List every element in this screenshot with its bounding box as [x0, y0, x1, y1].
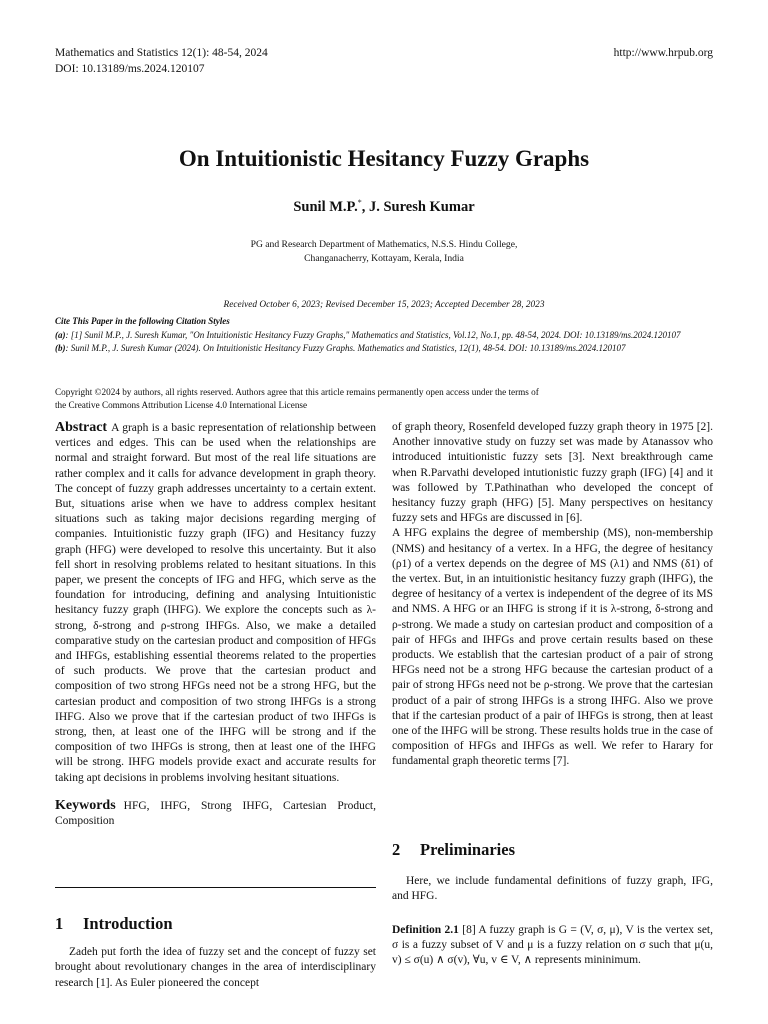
section-title: Introduction [83, 914, 173, 933]
keywords-text: HFG, IHFG, Strong IHFG, Cartesian Product, Composition [55, 799, 376, 828]
affiliation-line-1: PG and Research Department of Mathematics, N.S.S. Hindu College, [250, 239, 518, 250]
affiliation-line-2: Changanacherry, Kottayam, Kerala, India [304, 253, 464, 264]
left-column [55, 420, 376, 829]
copyright-notice [55, 386, 615, 411]
section-title: Preliminaries [420, 840, 516, 859]
paper-title: On Intuitionistic Hesitancy Fuzzy Graphs [178, 146, 590, 171]
received-dates: Received October 6, 2023; Revised December 15, 2023; Accepted December 28, 2023 [223, 300, 545, 310]
introduction-section [55, 916, 376, 991]
citation-a-label: (a) [55, 329, 66, 340]
abstract-divider [55, 887, 376, 888]
author-1: Sunil M.P. [293, 198, 358, 215]
corresponding-mark: * [357, 198, 362, 207]
abstract [55, 420, 376, 786]
citation-b-text: : Sunil M.P., J. Suresh Kumar (2024). On Intuitionistic Hesitancy Fuzzy Graphs. Mathematics and Statistics, 12(1), 48-54. DOI: 10.13189/ms.2024.120107 [65, 343, 626, 353]
copyright-line-1: Copyright ©2024 by authors, all rights reserved. Authors agree that this article remains permanently open access under the terms of [55, 387, 539, 397]
section-number: 1 [55, 914, 64, 933]
introduction-paragraph: Zadeh put forth the idea of fuzzy set and the concept of fuzzy set brought about revolutionary changes in the area of interdisciplinary research [1]. As Euler pioneered the concept [55, 946, 376, 989]
abstract-label: Abstract [55, 420, 108, 435]
preliminaries-section [392, 842, 713, 968]
citation-a [55, 329, 715, 343]
definition-label: Definition 2.1 [392, 923, 459, 936]
copyright-line-2: the Creative Commons Attribution License 4.0 International License [55, 399, 308, 410]
journal-url[interactable]: http://www.hrpub.org [613, 47, 713, 59]
citation-b [55, 342, 715, 356]
author-separator: , [361, 198, 369, 215]
doi: DOI: 10.13189/ms.2024.120107 [55, 63, 205, 75]
affiliation [0, 238, 768, 266]
journal-citation: Mathematics and Statistics 12(1): 48-54, 2024 [55, 47, 268, 59]
author-list [0, 198, 768, 216]
keywords [55, 798, 376, 829]
intro-paragraph-2: A HFG explains the degree of membership (MS), non-membership (NMS) and hesitancy of a vertex. In a HFG, the degree of hesitancy (ρ1) of a vertex depends on the degree of MS (λ1) and NMS (δ1) of the vertex. But, in an intuitionistic hesitancy fuzzy graph (IHFG), the degree of hesitancy of a vertex is independent of the degree of its MS and NMS. A HFG or an IHFG is strong if it is λ-strong, δ-strong and ρ-strong. We made a study on cartesian product and composition of a pair of HFGs and IHFGs and prove certain results based on these products. We establish that the cartesian product of a pair of strong HFGs need not be a strong HFG because the cartesian product of a pair of strong HFGs need not be ρ-strong. We prove that the cartesian product of a pair of strong IHFGs is a strong IHFG. Also we prove that if the cartesian product of a pair of IHFGs is strong, then at least one of the IHFG will be strong. These results holds true in the case of composition of HFGs and IHFGs as well. We refer to Harary for fundamental graph theoretic terms [7]. [392, 527, 713, 768]
preliminaries-paragraph: Here, we include fundamental definitions of fuzzy graph, IFG, and HFG. [392, 875, 713, 903]
intro-continued-paragraph: of graph theory, Rosenfeld developed fuzzy graph theory in 1975 [2]. Another innovative study on fuzzy set was made by Atanassov who introduced intuitionistic fuzzy sets [3]. Next breakthrough came when R.Parvathi developed intutionistic fuzzy graph (IFG) [4] and it was followed by T.Pathinathan who developed the concept of hesitancy fuzzy graph (HFG) [5]. Many perspectives on hesitancy fuzzy sets and HFGs are discussed in [6]. [392, 421, 713, 525]
citation-heading: Cite This Paper in the following Citation Styles [55, 316, 230, 326]
definition-2-1 [392, 923, 713, 969]
section-heading-introduction [55, 916, 376, 931]
author-2: J. Suresh Kumar [368, 198, 475, 215]
citation-b-label: (b) [55, 343, 66, 353]
section-number: 2 [392, 840, 401, 859]
right-column [392, 420, 713, 770]
citation-a-text: : [1] Sunil M.P., J. Suresh Kumar, "On Intuitionistic Hesitancy Fuzzy Graphs," Mathematics and Statistics, Vol.12, No.1, pp. 48-54, 2024. DOI: 10.13189/ms.2024.120107 [65, 329, 681, 340]
section-heading-preliminaries [392, 842, 713, 857]
citation-block [55, 315, 715, 356]
abstract-text: A graph is a basic representation of relationship between vertices and edges. This can be used when the relationships are normal and straight forward. But most of the real life situations are rather complex and it calls for advance development in graph theory. The concept of fuzzy graph addresses uncertainty to a certain extent. But, situations arise when we have to address complex hesitant situations such as taking major decisions regarding merging of companies. Intuitionistic fuzzy graph (IFG) and Hesitancy fuzzy graph (HFG) were developed to resolve this uncertainty. But it also fell short in resolving problems related to hesitant situations. In this paper, we present the concepts of IFG and HFG, which serve as the foundation for introducing, defining and analysing Intuitionistic hesitancy fuzzy graph (IHFG). We explore the concepts such as λ-strong, δ-strong and ρ-strong IHFGs. Also, we make a detailed comparative study on the cartesian product and composition of HFGs and IHFGs, establishing essential theorems related to the properties of such products. We prove that the cartesian product and composition of two strong HFGs need not be a strong HFG, but the cartesian product and composition of two strong IHFGs is a strong IHFG. Also we prove that if the cartesian product of two IHFGs is strong, then, at least one of the IHFG will be strong and if the composition of two IHFGs is strong, then at least one of the IHFG will be strong. IHFG models provide exact and accurate results for taking apt decisions in problems involving hesitant situations. [55, 422, 376, 784]
keywords-label: Keywords [55, 797, 116, 813]
definition-text: [8] A fuzzy graph is G = (V, σ, μ), V is the vertex set, σ is a fuzzy subset of V and μ is a fuzzy relation on σ such that μ(u, v) ≤ σ(u) ∧ σ(v), ∀u, v ∈ V, ∧ represents mininimum. [392, 923, 714, 967]
